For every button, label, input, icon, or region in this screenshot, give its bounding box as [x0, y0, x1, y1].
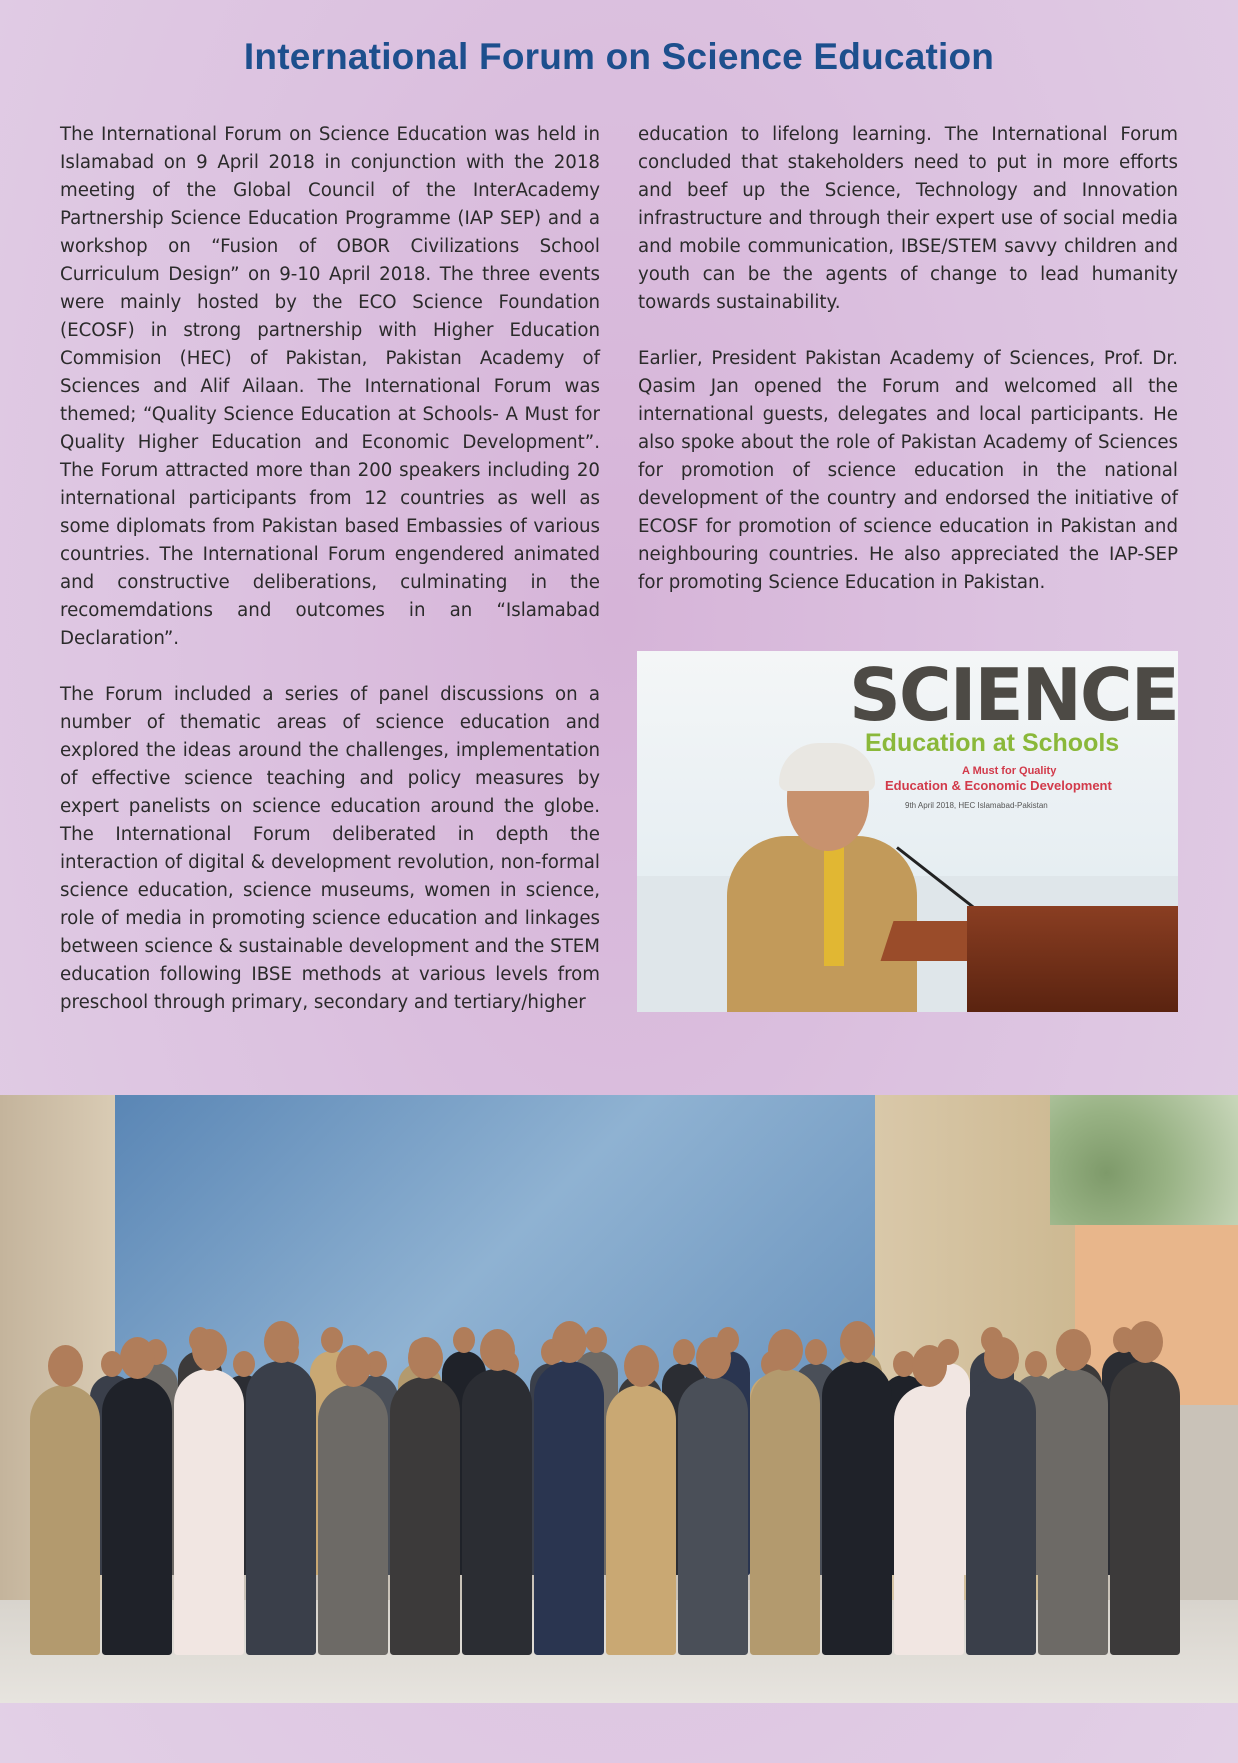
- person-head: [336, 1345, 371, 1387]
- person-head: [453, 1327, 475, 1353]
- group-of-people: [30, 1235, 1210, 1655]
- person-head: [805, 1339, 827, 1365]
- paragraph: education to lifelong learning. The International Forum concluded that stakeholders need to put in more efforts and beef up the Science, Technology and Innovation infrastructure and through their expert use of social media and mobile communication, IBSE/STEM savvy children and youth can be the agents of change to lead humanity towards sustainability.: [638, 124, 1178, 313]
- person-silhouette: [606, 1385, 676, 1655]
- person-head: [696, 1337, 731, 1379]
- trees: [1050, 1095, 1238, 1225]
- banner-date: 9th April 2018, HEC Islamabad-Pakistan: [905, 801, 1048, 810]
- person-silhouette: [894, 1385, 964, 1655]
- person-head: [120, 1337, 155, 1379]
- person-head: [192, 1329, 227, 1371]
- person-head: [624, 1345, 659, 1387]
- person-head: [1025, 1351, 1047, 1377]
- person-head: [912, 1345, 947, 1387]
- podium: [967, 906, 1178, 1012]
- person-silhouette: [246, 1361, 316, 1655]
- person-silhouette: [1110, 1361, 1180, 1655]
- speaker-figure: [727, 836, 917, 1012]
- banner-tagline: A Must for Quality: [962, 765, 1057, 777]
- person-head: [840, 1321, 875, 1363]
- person-head: [1056, 1329, 1091, 1371]
- paragraph: Earlier, President Pakistan Academy of Sciences, Prof. Dr. Qasim Jan opened the Forum and welcomed all the international guests, delegates and local participants. He also spoke about the role of Pakistan Academy of Sciences for promotion of science education in the national development of the country and endorsed the initiative of ECOSF for promotion of science education in Pakistan and neighbouring countries. He also appreciated the IAP-SEP for promoting Science Education in Pakistan.: [638, 348, 1178, 593]
- person-silhouette: [750, 1369, 820, 1655]
- person-silhouette: [318, 1385, 388, 1655]
- person-head: [408, 1337, 443, 1379]
- person-head: [321, 1327, 343, 1353]
- person-silhouette: [390, 1377, 460, 1655]
- person-head: [552, 1321, 587, 1363]
- person-silhouette: [1038, 1369, 1108, 1655]
- banner-title: SCIENCE: [849, 653, 1178, 737]
- person-head: [673, 1339, 695, 1365]
- person-head: [984, 1337, 1019, 1379]
- person-silhouette: [174, 1369, 244, 1655]
- person-head: [585, 1327, 607, 1353]
- person-head: [233, 1351, 255, 1377]
- paragraph: The International Forum on Science Education was held in Islamabad on 9 April 2018 in conjunction with the 2018 meeting of the Global Council of the InterAcademy Partnership Science Education Programme (IAP SEP) and a workshop on “Fusion of OBOR Civilizations School Curriculum Design” on 9-10 April 2018. The three events were mainly hosted by the ECO Science Foundation (ECOSF) in strong partnership with Higher Education Commision (HEC) of Pakistan, Pakistan Academy of Sciences and Alif Ailaan. The International Forum was themed; “Quality Science Education at Schools- A Must for Quality Higher Education and Economic Development”. The Forum attracted more than 200 speakers including 20 international participants from 12 countries as well as some diplomats from Pakistan based Embassies of various countries. The International Forum engendered animated and constructive deliberations, culminating in the recomemdations and outcomes in an “Islamabad Declaration”.: [60, 124, 600, 649]
- person-silhouette: [102, 1377, 172, 1655]
- person-silhouette: [534, 1361, 604, 1655]
- banner-subtitle: Education at Schools: [865, 729, 1120, 757]
- person-silhouette: [30, 1385, 100, 1655]
- event-banner: [637, 651, 1178, 876]
- person-head: [48, 1345, 83, 1387]
- speaker-photo: [637, 651, 1178, 1012]
- person-head: [480, 1329, 515, 1371]
- page-title: International Forum on Science Education: [243, 36, 995, 77]
- person-silhouette: [678, 1377, 748, 1655]
- speaker-tie: [824, 846, 844, 966]
- left-column: [60, 121, 600, 1045]
- banner-tagline: Education & Economic Development: [885, 778, 1112, 793]
- person-silhouette: [822, 1361, 892, 1655]
- person-silhouette: [966, 1377, 1036, 1655]
- person-head: [264, 1321, 299, 1363]
- person-head: [768, 1329, 803, 1371]
- person-silhouette: [462, 1369, 532, 1655]
- right-column: [638, 121, 1178, 625]
- person-head: [1128, 1321, 1163, 1363]
- paragraph: The Forum included a series of panel discussions on a number of thematic areas of science education and explored the ideas around the challenges, implementation of effective science teaching and policy measures by expert panelists on science education around the globe. The International Forum deliberated in depth the interaction of digital & development revolution, non-formal science education, science museums, women in science, role of media in promoting science education and linkages between science & sustainable development and the STEM education following IBSE methods at various levels from preschool through primary, secondary and tertiary/higher: [60, 684, 600, 1013]
- group-photo: [0, 1095, 1238, 1703]
